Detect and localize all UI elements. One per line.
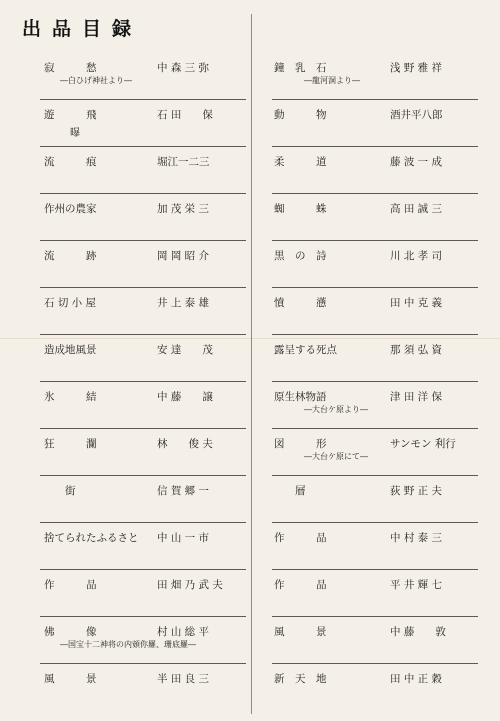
artist-name: 堀江一二三 — [157, 156, 210, 168]
catalog-entry — [272, 290, 478, 337]
work-caption: 曝 — [70, 128, 80, 139]
work-title: 風 景 — [44, 673, 97, 685]
work-caption: ―国宝十二神将の内頞你羅、珊底羅― — [60, 640, 196, 649]
entry-rule — [40, 663, 246, 664]
catalog-entry — [40, 619, 246, 666]
work-title: 露呈する死点 — [274, 344, 337, 356]
catalog-entry — [40, 384, 246, 431]
entry-rule — [272, 522, 478, 523]
entry-rule — [272, 99, 478, 100]
work-title: 流 痕 — [44, 156, 97, 168]
entry-rule — [272, 146, 478, 147]
artist-name: 酒井平八郎 — [390, 109, 443, 121]
right-column — [272, 55, 478, 713]
artist-name: 林 俊 夫 — [157, 438, 213, 450]
artist-name: 田 畑 乃 武 夫 — [157, 579, 223, 591]
entry-rule — [40, 475, 246, 476]
entry-rule — [272, 475, 478, 476]
work-title: 氷 結 — [44, 391, 97, 403]
artist-name: 中 山 一 市 — [157, 532, 210, 544]
work-title: 動 物 — [274, 109, 327, 121]
artist-name: 信 賀 郷 一 — [157, 485, 210, 497]
catalog-entry — [40, 431, 246, 478]
entry-rule — [40, 146, 246, 147]
catalog-entry — [272, 666, 478, 713]
entry-rule — [40, 522, 246, 523]
entry-rule — [272, 381, 478, 382]
work-title: 街 — [44, 485, 76, 497]
work-caption: ―龍河洞より― — [304, 76, 360, 85]
artist-name: 那 須 弘 資 — [390, 344, 443, 356]
catalog-entry — [272, 525, 478, 572]
artist-name: 中 森 三 弥 — [157, 62, 210, 74]
work-title: 層 — [274, 485, 306, 497]
work-title: 作州の農家 — [44, 203, 97, 215]
artist-name: 浅 野 雅 祥 — [390, 62, 443, 74]
catalog-entry — [272, 243, 478, 290]
entry-rule — [40, 193, 246, 194]
left-column — [40, 55, 246, 713]
work-caption: ―白ひげ神社より― — [60, 76, 132, 85]
entry-rule — [40, 99, 246, 100]
work-title: 狂 瀾 — [44, 438, 97, 450]
work-title: 作 品 — [274, 579, 327, 591]
catalog-entry — [272, 196, 478, 243]
work-title: 流 跡 — [44, 250, 97, 262]
catalog-entry — [272, 384, 478, 431]
artist-name: 中 村 泰 三 — [390, 532, 443, 544]
catalog-entry — [40, 149, 246, 196]
entry-rule — [40, 381, 246, 382]
catalog-entry — [40, 196, 246, 243]
artist-name: 加 茂 栄 三 — [157, 203, 210, 215]
artist-name: 安 達 茂 — [157, 344, 213, 356]
work-caption: ―大台ケ原より― — [304, 405, 368, 414]
entry-rule — [272, 428, 478, 429]
work-title: 原生林物語 — [274, 391, 327, 403]
artist-name: 井 上 泰 雄 — [157, 297, 210, 309]
page-title: 出品目録 — [22, 18, 143, 40]
artist-name: 岡 岡 昭 介 — [157, 250, 210, 262]
work-title: 蜘 蛛 — [274, 203, 327, 215]
artist-name: 川 北 孝 司 — [390, 250, 443, 262]
artist-name: 中 藤 譲 — [157, 391, 213, 403]
work-title: 黒 の 詩 — [274, 250, 327, 262]
work-caption: ―大台ケ原にて― — [304, 452, 368, 461]
center-divider — [251, 14, 252, 714]
work-title: 石 切 小 屋 — [44, 297, 97, 309]
entry-rule — [272, 287, 478, 288]
catalog-entry — [272, 337, 478, 384]
catalog-entry — [272, 572, 478, 619]
catalog-entry — [40, 243, 246, 290]
catalog-entry — [272, 55, 478, 102]
work-title: 遊 飛 — [44, 109, 97, 121]
work-title: 作 品 — [274, 532, 327, 544]
artist-name: 村 山 総 平 — [157, 626, 210, 638]
work-title: 新 天 地 — [274, 673, 327, 685]
catalog-entry — [272, 102, 478, 149]
entry-rule — [272, 663, 478, 664]
catalog-entry — [40, 102, 246, 149]
entry-rule — [40, 428, 246, 429]
entry-rule — [40, 334, 246, 335]
catalog-entry — [40, 290, 246, 337]
catalog-entry — [40, 525, 246, 572]
entry-rule — [40, 287, 246, 288]
catalog-entry — [272, 619, 478, 666]
work-title: 風 景 — [274, 626, 327, 638]
artist-name: 中 藤 敦 — [390, 626, 446, 638]
catalog-entry — [272, 431, 478, 478]
work-title: 柔 道 — [274, 156, 327, 168]
artist-name: 田 中 正 穀 — [390, 673, 443, 685]
work-title: 捨てられたふるさと — [44, 532, 139, 544]
work-title: 鐘 乳 石 — [274, 62, 327, 74]
entry-rule — [40, 569, 246, 570]
catalog-entry — [272, 478, 478, 525]
artist-name: 荻 野 正 夫 — [390, 485, 443, 497]
catalog-entry — [40, 666, 246, 713]
catalog-entry — [40, 572, 246, 619]
work-title: 作 品 — [44, 579, 97, 591]
artist-name: 高 田 誠 三 — [390, 203, 443, 215]
work-title: 寂 愁 — [44, 62, 97, 74]
catalog-entry — [40, 55, 246, 102]
entry-rule — [272, 616, 478, 617]
artist-name: 田 中 克 義 — [390, 297, 443, 309]
work-title: 造成地風景 — [44, 344, 97, 356]
work-title: 図 形 — [274, 438, 327, 450]
artist-name: サンモン 利行 — [390, 438, 456, 450]
artist-name: 石 田 保 — [157, 109, 213, 121]
entry-rule — [272, 569, 478, 570]
work-title: 佛 像 — [44, 626, 97, 638]
entry-rule — [40, 240, 246, 241]
entry-rule — [40, 616, 246, 617]
catalog-entry — [40, 478, 246, 525]
catalog-entry — [40, 337, 246, 384]
artist-name: 平 井 輝 七 — [390, 579, 443, 591]
catalog-entry — [272, 149, 478, 196]
artist-name: 津 田 洋 保 — [390, 391, 443, 403]
artist-name: 藤 波 一 成 — [390, 156, 443, 168]
entry-rule — [272, 334, 478, 335]
entry-rule — [272, 193, 478, 194]
work-title: 憤 懣 — [274, 297, 327, 309]
entry-rule — [272, 240, 478, 241]
artist-name: 半 田 良 三 — [157, 673, 210, 685]
